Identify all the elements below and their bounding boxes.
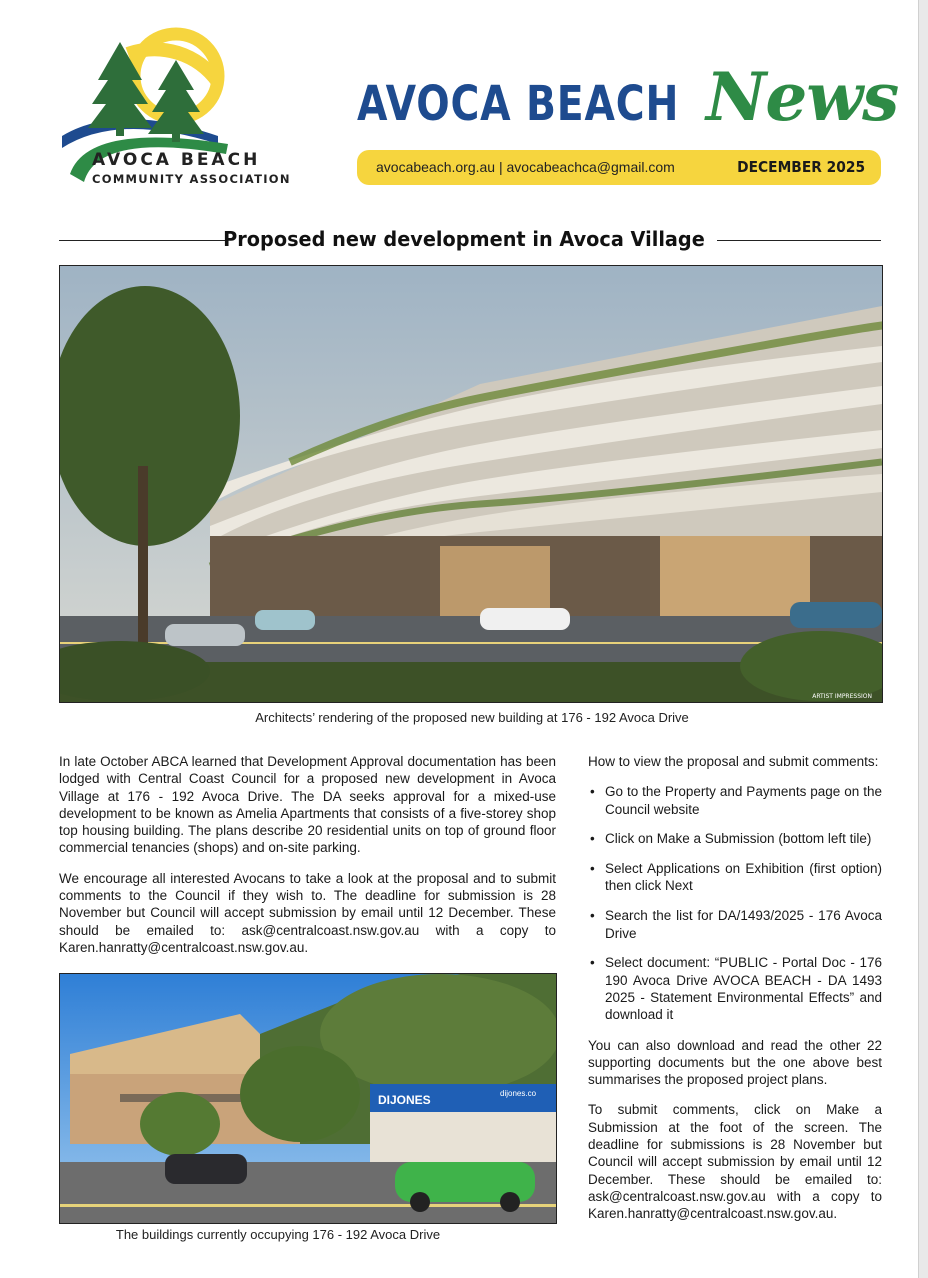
logo-name: AVOCA BEACH <box>92 150 261 170</box>
step-item: • Search the list for DA/1493/2025 - 176 Avoca Drive <box>588 907 882 942</box>
article-left-column <box>59 753 556 969</box>
issue-date: DECEMBER 2025 <box>737 158 865 176</box>
shop-url: dijones.co <box>500 1089 537 1098</box>
masthead-title: AVOCA BEACH <box>357 76 680 132</box>
submission-steps <box>588 783 882 1023</box>
step-item: • Go to the Property and Payments page on the Council website <box>588 783 882 818</box>
masthead-script: News <box>706 58 899 136</box>
article-paragraph: In late October ABCA learned that Development Approval documentation has been lodged with Central Coast Council for a proposed new development in Avoca Village at 176 - 192 Avoca Drive. The DA seeks approval for a mixed-use development to be known as Amelia Apartments that consists of a five-storey shop top housing building. The plans describe 20 residential units on top of ground floor commercial tenancies (shops) and on-site parking. <box>59 754 556 856</box>
article-right-column <box>588 753 882 1236</box>
current-buildings-caption: The buildings currently occupying 176 - 192 Avoca Drive <box>115 1227 441 1242</box>
article-paragraph: To submit comments, click on Make a Submission at the foot of the screen. The deadline for submissions is 28 November but Council will accept submission by email until 12 December. These should be emailed to: ask@centralcoast.nsw.gov.au with a copy to Karen.hanratty@centralcoast.nsw.gov.au. <box>588 1102 882 1222</box>
contact-details[interactable]: avocabeach.org.au | avocabeachca@gmail.com <box>376 159 675 175</box>
step-item: • Select document: “PUBLIC - Portal Doc - 176 190 Avoca Drive AVOCA BEACH - DA 1493 2025 - Statement Environmental Effects” and download it <box>588 954 882 1023</box>
shop-sign: DIJONES <box>378 1093 431 1107</box>
article-headline: Proposed new development in Avoca Village <box>223 227 705 251</box>
step-item: • Click on Make a Submission (bottom left tile) <box>588 830 882 847</box>
article-paragraph: You can also download and read the other 22 supporting documents but the one above best summarises the proposed project plans. <box>588 1037 882 1088</box>
page-edge <box>918 0 928 1278</box>
howto-intro: How to view the proposal and submit comments: <box>588 754 879 769</box>
rendering-caption: Architects’ rendering of the proposed new building at 176 - 192 Avoca Drive <box>255 710 689 725</box>
architect-rendering-image <box>59 265 883 703</box>
rendering-watermark: ARTIST IMPRESSION <box>812 693 872 700</box>
step-item: • Select Applications on Exhibition (first option) then click Next <box>588 860 882 895</box>
article-paragraph: We encourage all interested Avocans to take a look at the proposal and to submit comments to the Council if they wish to. The deadline for submission is 28 November but Council will accept submission by email until 12 December. These should be emailed to: ask@centralcoast.nsw.gov.au with a copy to Karen.hanratty@centralcoast.nsw.gov.au. <box>59 870 556 955</box>
masthead-info-bar <box>357 150 881 185</box>
logo-subtitle: COMMUNITY ASSOCIATION <box>92 172 291 186</box>
current-buildings-photo <box>59 973 557 1224</box>
